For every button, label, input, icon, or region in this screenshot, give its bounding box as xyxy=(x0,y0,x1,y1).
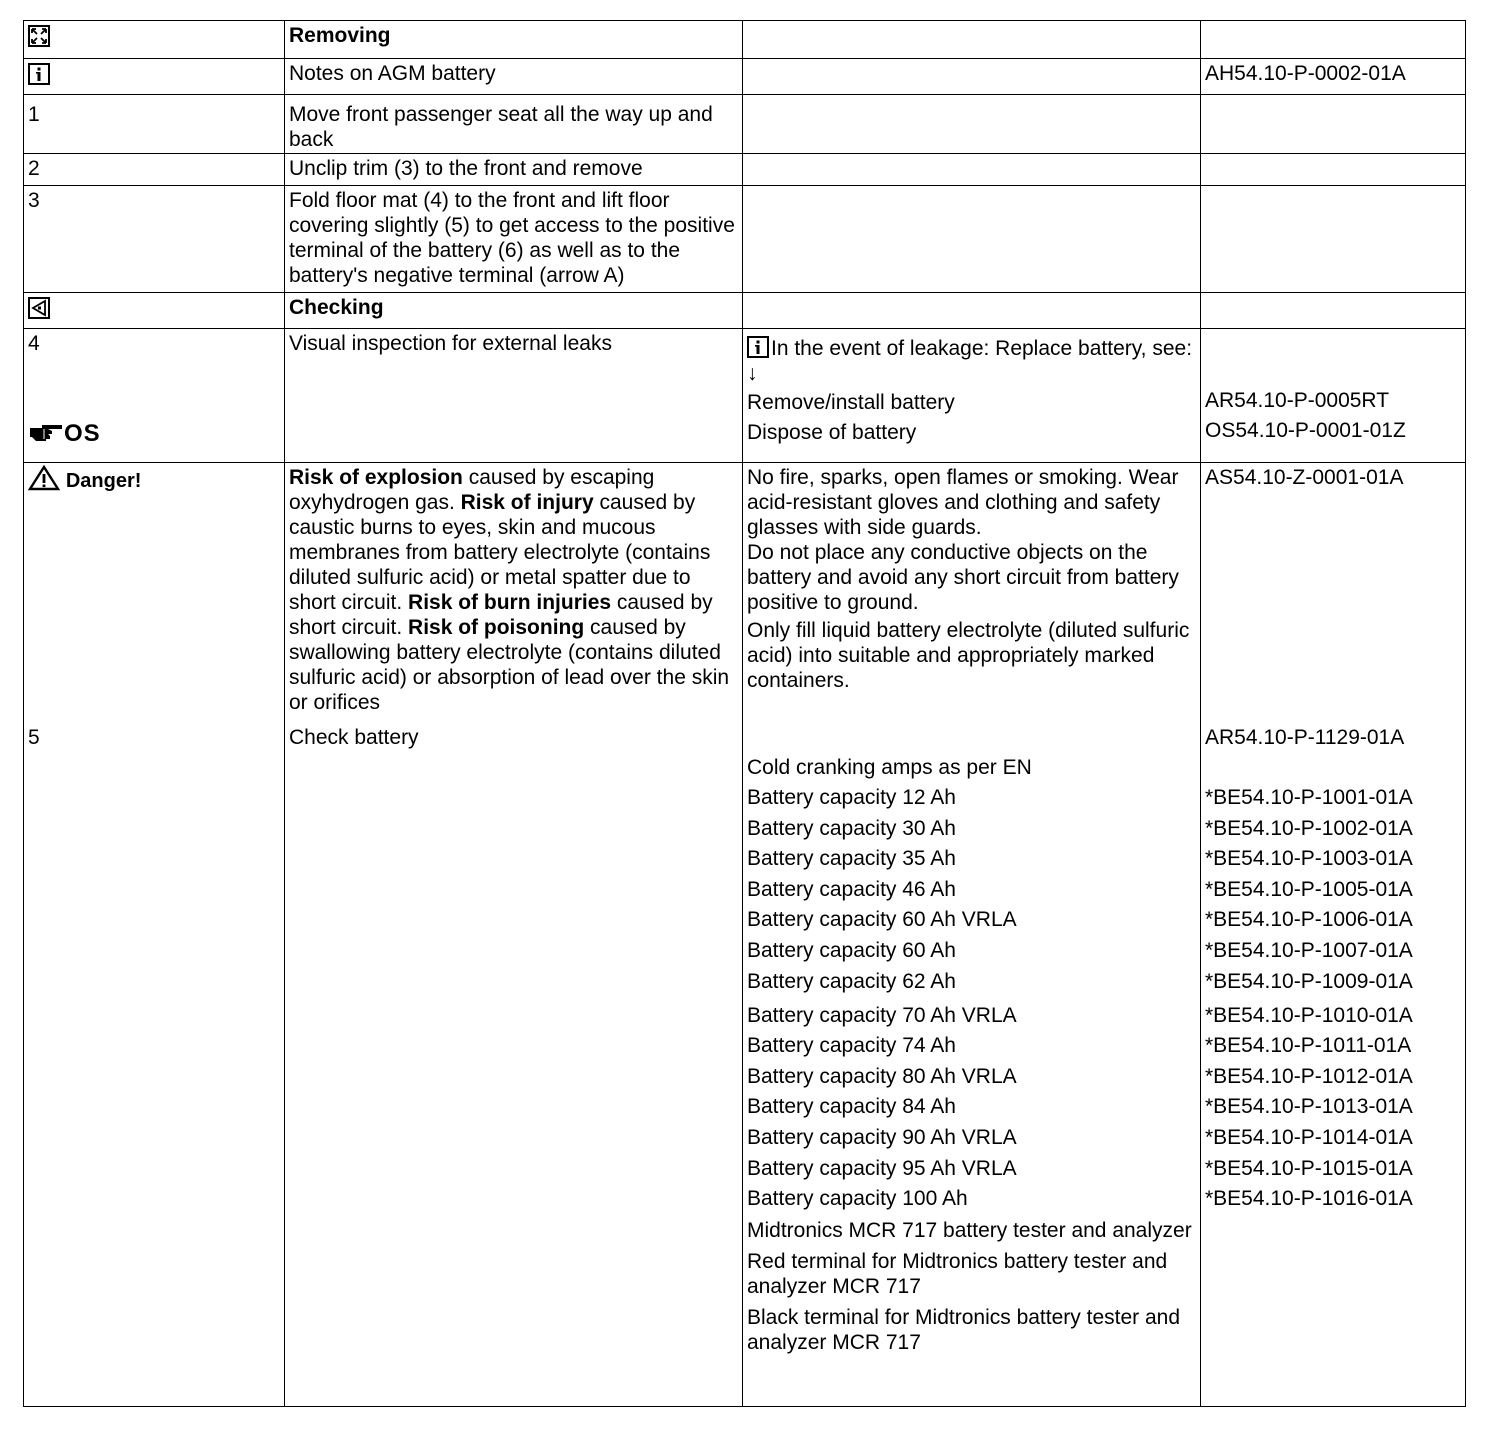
capacity-item: Battery capacity 35 Ah xyxy=(747,847,956,871)
capacity-ref: *BE54.10-P-1012-01A xyxy=(1205,1064,1413,1088)
capacity-item: Battery capacity 46 Ah xyxy=(747,877,956,901)
capacity-item: Battery capacity 70 Ah VRLA xyxy=(747,1003,1017,1027)
removing-icon xyxy=(28,25,50,47)
capacity-ref: *BE54.10-P-1001-01A xyxy=(1205,786,1413,810)
pointing-hand-icon xyxy=(28,422,64,444)
os-label: OS xyxy=(64,420,101,447)
step-text: Check battery xyxy=(285,721,743,1407)
row-step-2 xyxy=(24,154,1466,186)
cca-label: Cold cranking amps as per EN xyxy=(747,755,1032,779)
capacity-ref: *BE54.10-P-1015-01A xyxy=(1205,1156,1413,1180)
capacity-ref: *BE54.10-P-1007-01A xyxy=(1205,939,1413,963)
row-step-3 xyxy=(24,186,1466,293)
row-step-4 xyxy=(24,329,1466,463)
step-text: Fold floor mat (4) to the front and lift floor covering slightly (5) to get access to the positive terminal of the battery (6) as well as to the battery's negative terminal (arrow A) xyxy=(285,186,743,293)
capacity-item: Battery capacity 60 Ah VRLA xyxy=(747,908,1017,932)
row-step-5 xyxy=(24,721,1466,1407)
capacity-ref: *BE54.10-P-1011-01A xyxy=(1205,1034,1412,1058)
warning-triangle-icon xyxy=(28,465,60,491)
row-removing xyxy=(24,21,1466,59)
capacity-ref: *BE54.10-P-1016-01A xyxy=(1205,1187,1413,1211)
capacity-item: Battery capacity 30 Ah xyxy=(747,816,956,840)
capacity-item: Battery capacity 80 Ah VRLA xyxy=(747,1064,1017,1088)
remove-install-text: Remove/install battery xyxy=(747,391,955,414)
capacity-ref: *BE54.10-P-1009-01A xyxy=(1205,969,1413,993)
row-step-1 xyxy=(24,95,1466,154)
capacity-item: Battery capacity 60 Ah xyxy=(747,939,956,963)
leakage-note-text: In the event of leakage: Replace battery, see: ↓ xyxy=(747,337,1193,385)
section-title-removing: Removing xyxy=(289,24,391,47)
row-checking xyxy=(24,293,1466,329)
row-danger xyxy=(24,463,1466,721)
capacity-ref: *BE54.10-P-1010-01A xyxy=(1205,1003,1413,1027)
step-number: 5 xyxy=(24,721,285,1407)
capacity-item: Battery capacity 12 Ah xyxy=(747,786,956,810)
danger-ref: AS54.10-Z-0001-01A xyxy=(1201,463,1466,721)
info-icon xyxy=(747,336,769,358)
capacity-item: Battery capacity 84 Ah xyxy=(747,1095,956,1119)
capacity-list xyxy=(747,785,1198,1217)
tool-text: Midtronics MCR 717 battery tester and analyzer xyxy=(747,1218,1192,1242)
danger-measure: Only fill liquid battery electrolyte (diluted sulfuric acid) into suitable and appropriately marked containers. xyxy=(747,619,1190,692)
leakage-note xyxy=(747,334,1198,386)
capacity-ref-list xyxy=(1205,785,1463,1217)
capacity-ref: *BE54.10-P-1002-01A xyxy=(1205,816,1413,840)
capacity-ref: *BE54.10-P-1014-01A xyxy=(1205,1126,1413,1150)
capacity-item: Battery capacity 90 Ah VRLA xyxy=(747,1126,1017,1150)
section-title-checking: Checking xyxy=(289,296,384,319)
capacity-ref: *BE54.10-P-1005-01A xyxy=(1205,877,1413,901)
step-5-refs xyxy=(1201,721,1466,1407)
step-number: 2 xyxy=(24,154,285,186)
os-marker xyxy=(28,421,101,447)
procedure-table xyxy=(23,20,1466,1407)
danger-measure: Do not place any conductive objects on the battery and avoid any short circuit from battery positive to ground. xyxy=(747,541,1179,614)
capacity-item: Battery capacity 100 Ah xyxy=(747,1187,968,1211)
step-number: 4 xyxy=(28,332,40,355)
capacity-ref: *BE54.10-P-1003-01A xyxy=(1205,847,1413,871)
danger-label: Danger! xyxy=(28,469,141,492)
notes-text: Notes on AGM battery xyxy=(285,59,743,95)
step-text: Move front passenger seat all the way up and back xyxy=(285,95,743,154)
danger-risks: Risk of explosion caused by escaping oxyhydrogen gas. Risk of injury caused by caustic burns to eyes, skin and mucous membranes from battery electrolyte (contains diluted sulfuric acid) or metal spatter due to short circuit. Risk of burn injuries caused by short circuit. Risk of poisoning caused by swallowing battery electrolyte (contains diluted sulfuric acid) or absorption of lead over the skin or orifices xyxy=(285,463,743,721)
step-number: 3 xyxy=(24,186,285,293)
tool-text: Red terminal for Midtronics battery tester and analyzer MCR 717 xyxy=(747,1249,1168,1298)
capacity-item: Battery capacity 74 Ah xyxy=(747,1034,956,1058)
dispose-text: Dispose of battery xyxy=(747,421,917,444)
capacity-ref: *BE54.10-P-1006-01A xyxy=(1205,908,1413,932)
check-battery-ref: AR54.10-P-1129-01A xyxy=(1205,725,1405,749)
step-text: Unclip trim (3) to the front and remove xyxy=(285,154,743,186)
remove-install-ref: AR54.10-P-0005RT xyxy=(1205,389,1390,412)
capacity-ref: *BE54.10-P-1013-01A xyxy=(1205,1095,1413,1119)
step-text: Visual inspection for external leaks xyxy=(285,329,743,463)
checking-icon xyxy=(28,297,50,319)
notes-ref: AH54.10-P-0002-01A xyxy=(1201,59,1466,95)
capacity-item: Battery capacity 95 Ah VRLA xyxy=(747,1156,1017,1180)
info-icon xyxy=(28,63,50,85)
tool-text: Black terminal for Midtronics battery tester and analyzer MCR 717 xyxy=(747,1305,1181,1354)
step-number: 1 xyxy=(24,95,285,154)
row-notes xyxy=(24,59,1466,95)
danger-measure: No fire, sparks, open flames or smoking. Wear acid-resistant gloves and clothing and safety glasses with side guards. xyxy=(747,466,1179,539)
dispose-ref: OS54.10-P-0001-01Z xyxy=(1205,419,1406,442)
step-5-specs xyxy=(743,721,1201,1407)
capacity-item: Battery capacity 62 Ah xyxy=(747,969,956,993)
